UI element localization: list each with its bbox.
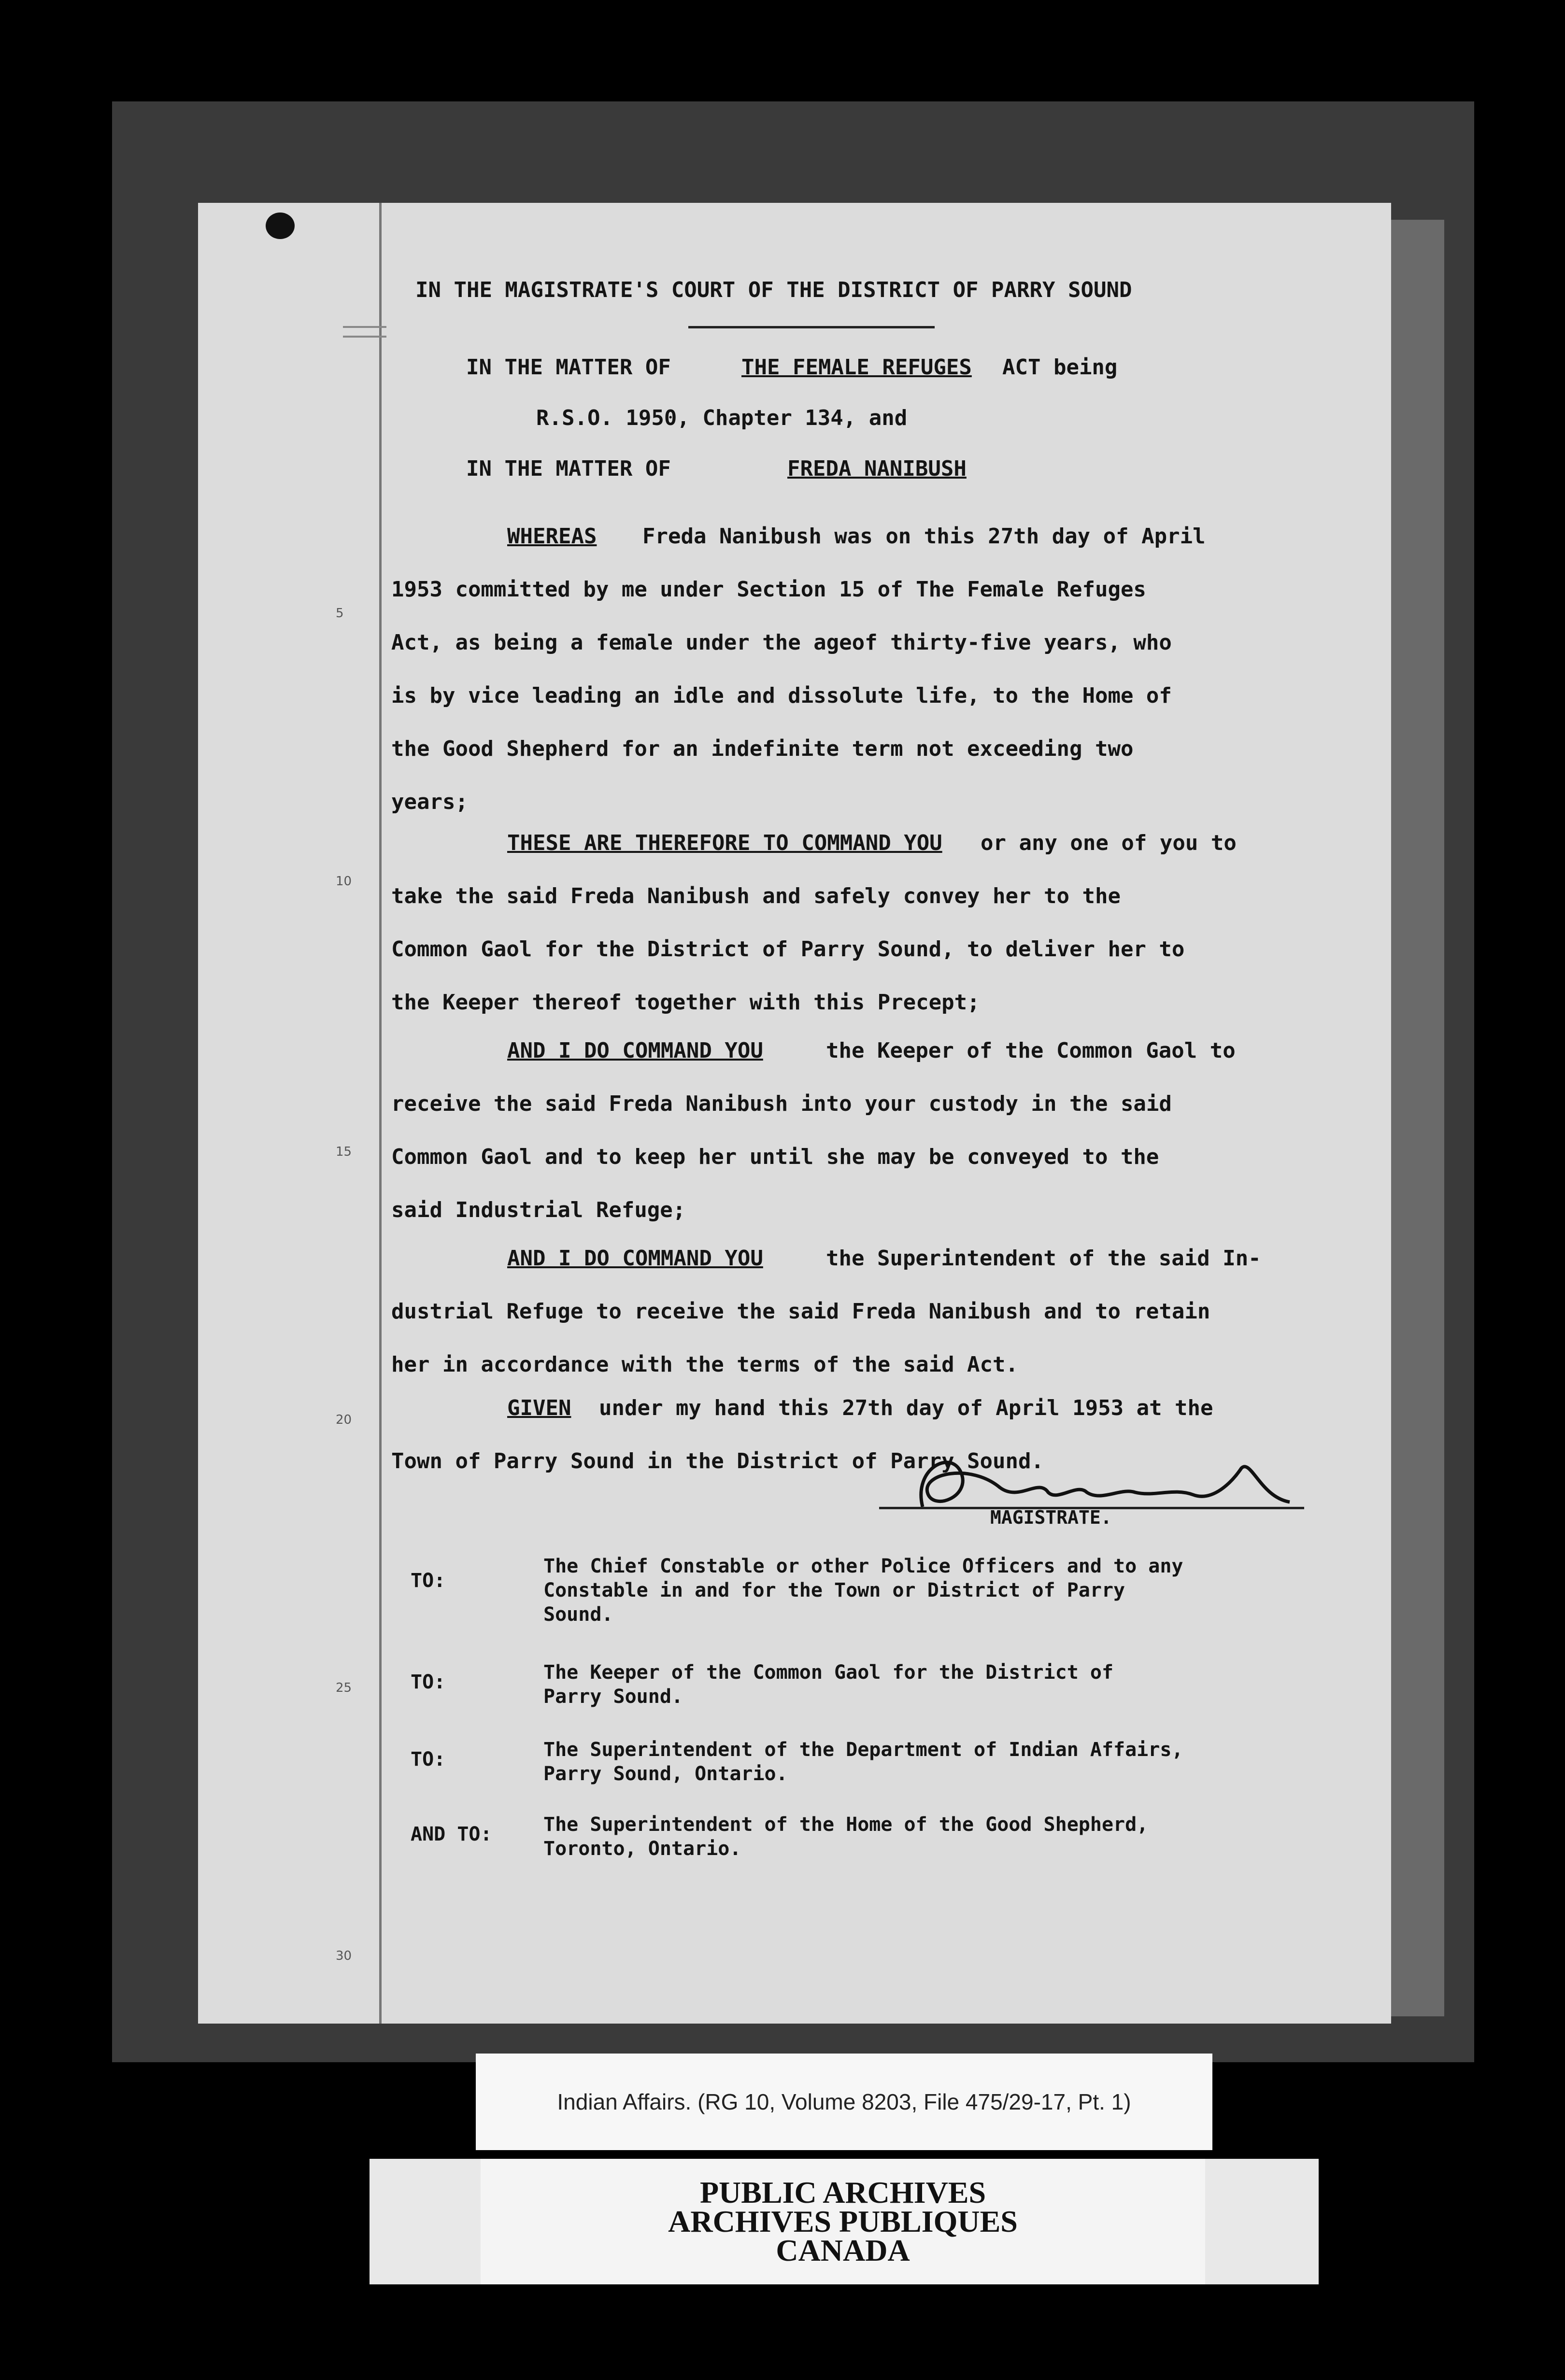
whereas-line: Act, as being a female under the ageof thirty-five years, who bbox=[391, 630, 1172, 655]
recipient-line: Toronto, Ontario. bbox=[543, 1838, 741, 1860]
recipient-line: The Superintendent of the Home of the Good Shepherd, bbox=[543, 1813, 1149, 1836]
recipient-line: The Superintendent of the Department of Indian Affairs, bbox=[543, 1739, 1183, 1761]
command-phrase: THESE ARE THEREFORE TO COMMAND YOU bbox=[507, 831, 942, 855]
whereas-line: the Good Shepherd for an indefinite term not exceeding two bbox=[391, 737, 1134, 761]
command-line: take the said Freda Nanibush and safely convey her to the bbox=[391, 884, 1121, 908]
stamp-line: CANADA bbox=[776, 2233, 910, 2267]
recipient-line: Parry Sound. bbox=[543, 1686, 683, 1708]
archive-caption: Indian Affairs. (RG 10, Volume 8203, File 475/29-17, Pt. 1) bbox=[476, 2054, 1212, 2150]
margin-rule bbox=[379, 203, 382, 2024]
recipient-to-label: TO: bbox=[411, 1748, 446, 1771]
act-suffix: ACT being bbox=[1002, 355, 1118, 380]
recipient-to-label: TO: bbox=[411, 1570, 446, 1592]
superintendent-phrase: AND I DO COMMAND YOU bbox=[507, 1246, 763, 1271]
document-page bbox=[198, 203, 1391, 2024]
line-number: 30 bbox=[336, 1949, 352, 1963]
recipient-line: The Chief Constable or other Police Officers and to any bbox=[543, 1555, 1183, 1577]
line-number: 20 bbox=[336, 1413, 352, 1427]
keeper-phrase: AND I DO COMMAND YOU bbox=[507, 1038, 763, 1063]
line-number: 25 bbox=[336, 1681, 352, 1695]
superintendent-line: the Superintendent of the said In- bbox=[826, 1246, 1261, 1271]
recipient-line: Constable in and for the Town or District of Parry bbox=[543, 1579, 1125, 1601]
whereas-word: WHEREAS bbox=[507, 524, 597, 549]
whereas-line: Freda Nanibush was on this 27th day of April bbox=[642, 524, 1206, 549]
keeper-line: the Keeper of the Common Gaol to bbox=[826, 1038, 1236, 1063]
recipient-to-label: TO: bbox=[411, 1671, 446, 1693]
command-line: or any one of you to bbox=[981, 831, 1237, 855]
given-line: Town of Parry Sound in the District of Parry Sound. bbox=[391, 1449, 1044, 1473]
stamp-line: PUBLIC ARCHIVES bbox=[699, 2175, 986, 2210]
line-number: 15 bbox=[336, 1145, 352, 1159]
line-number: 5 bbox=[336, 606, 344, 621]
stamp-line: ARCHIVES PUBLIQUES bbox=[668, 2204, 1018, 2238]
heading-rule bbox=[688, 326, 935, 328]
subject-name: FREDA NANIBUSH bbox=[787, 456, 967, 481]
whereas-line: years; bbox=[391, 790, 468, 814]
margin-tick bbox=[343, 326, 386, 328]
line-number: 10 bbox=[336, 874, 352, 889]
statute-reference: R.S.O. 1950, Chapter 134, and bbox=[536, 406, 908, 430]
recipient-line: Sound. bbox=[543, 1603, 613, 1626]
whereas-line: is by vice leading an idle and dissolute life, to the Home of bbox=[391, 683, 1172, 708]
punch-hole bbox=[266, 212, 295, 239]
given-line: under my hand this 27th day of April 1953 at the bbox=[599, 1396, 1213, 1420]
magistrate-label: MAGISTRATE. bbox=[990, 1507, 1112, 1528]
superintendent-line: dustrial Refuge to receive the said Freda Nanibush and to retain bbox=[391, 1299, 1210, 1324]
keeper-line: Common Gaol and to keep her until she may be conveyed to the bbox=[391, 1145, 1159, 1169]
keeper-line: said Industrial Refuge; bbox=[391, 1198, 686, 1222]
margin-tick bbox=[343, 336, 386, 338]
given-word: GIVEN bbox=[507, 1396, 571, 1420]
whereas-line: 1953 committed by me under Section 15 of The Female Refuges bbox=[391, 577, 1146, 602]
act-name: THE FEMALE REFUGES bbox=[741, 355, 972, 380]
command-line: the Keeper thereof together with this Precept; bbox=[391, 990, 980, 1015]
matter-prefix-2: IN THE MATTER OF bbox=[466, 456, 671, 481]
matter-prefix: IN THE MATTER OF bbox=[466, 355, 671, 380]
command-line: Common Gaol for the District of Parry Sound, to deliver her to bbox=[391, 937, 1185, 962]
recipient-line: Parry Sound, Ontario. bbox=[543, 1763, 788, 1785]
recipient-line: The Keeper of the Common Gaol for the District of bbox=[543, 1661, 1114, 1684]
superintendent-line: her in accordance with the terms of the said Act. bbox=[391, 1352, 1019, 1377]
archives-stamp bbox=[370, 2159, 1319, 2284]
keeper-line: receive the said Freda Nanibush into your custody in the said bbox=[391, 1091, 1172, 1116]
recipient-to-label: AND TO: bbox=[411, 1823, 492, 1845]
court-heading: IN THE MAGISTRATE'S COURT OF THE DISTRICT OF PARRY SOUND bbox=[415, 278, 1132, 302]
